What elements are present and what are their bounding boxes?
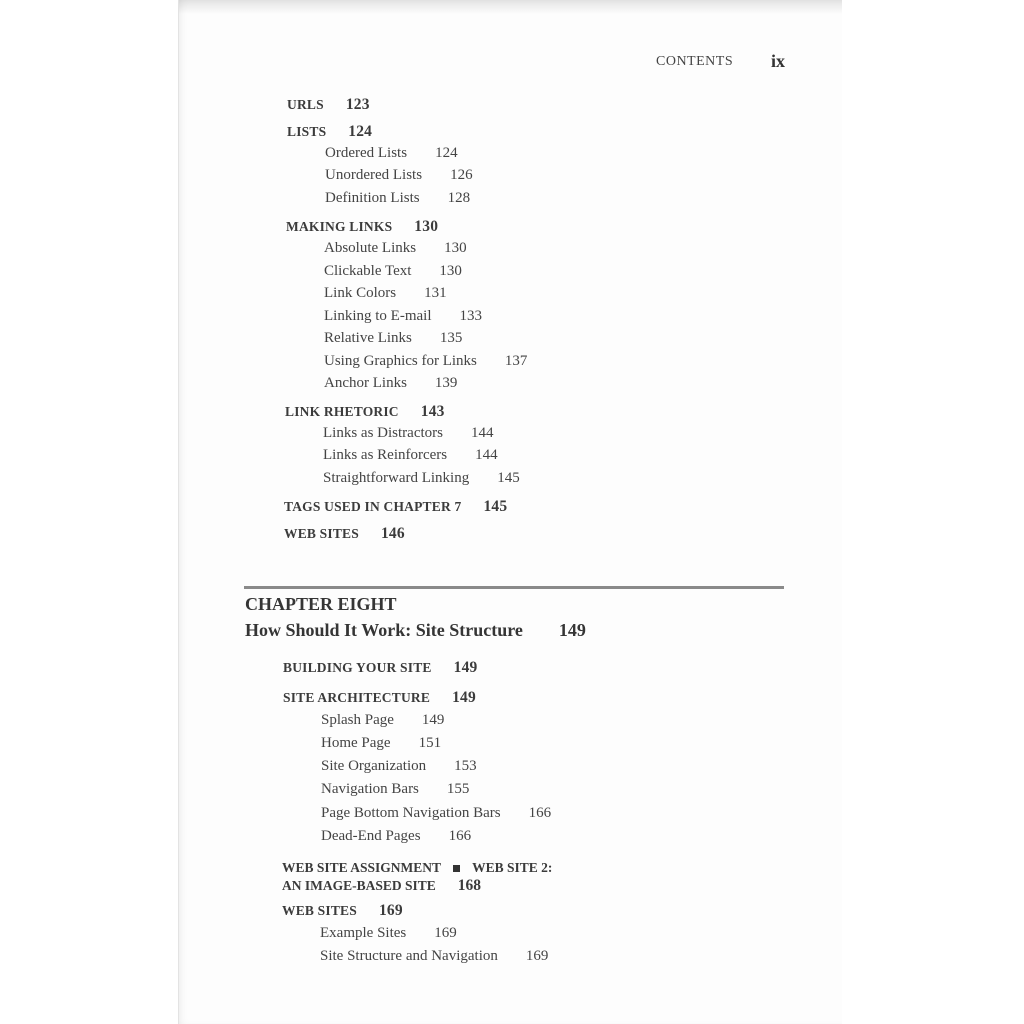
entry-title: Link Colors <box>324 285 397 301</box>
section-page: 130 <box>414 218 439 235</box>
entry-page: 155 <box>446 781 470 797</box>
toc-section <box>286 218 438 236</box>
entry-page: 144 <box>475 447 498 463</box>
entry-page: 149 <box>421 712 445 728</box>
toc-entry <box>324 308 482 325</box>
entry-title: Using Graphics for Links <box>324 353 477 369</box>
toc-section <box>284 498 507 516</box>
toc-entry <box>320 948 548 965</box>
entry-page: 151 <box>418 735 442 751</box>
toc-entry <box>321 712 444 729</box>
section-page: 123 <box>345 96 370 113</box>
entry-title: Relative Links <box>324 330 412 346</box>
toc-section <box>282 902 403 920</box>
entry-page: 133 <box>459 308 482 324</box>
assignment-title-cont: AN IMAGE-BASED SITE <box>282 878 436 893</box>
entry-title: Links as Distractors <box>323 425 443 441</box>
section-page: 143 <box>420 403 445 420</box>
toc-entry <box>323 447 498 464</box>
entry-title: Links as Reinforcers <box>323 447 448 463</box>
assignment-subtitle: WEB SITE 2: <box>472 860 553 875</box>
section-page: 145 <box>483 498 508 515</box>
entry-page: 126 <box>450 167 473 183</box>
entry-page: 139 <box>434 375 458 391</box>
section-page: 149 <box>452 689 476 706</box>
entry-title: Linking to E-mail <box>324 308 432 324</box>
section-title: MAKING LINKS <box>286 219 393 234</box>
entry-title: Unordered Lists <box>325 167 423 183</box>
section-page: 149 <box>453 659 478 676</box>
assignment-section <box>282 859 552 895</box>
toc-entry <box>325 190 470 207</box>
entry-page: 128 <box>447 190 471 206</box>
entry-page: 137 <box>504 353 528 369</box>
toc-entry <box>325 145 458 162</box>
toc-entry <box>321 805 551 822</box>
section-title: WEB SITES <box>282 903 357 918</box>
entry-title: Site Structure and Navigation <box>320 948 498 964</box>
toc-entry <box>324 285 447 302</box>
entry-title: Navigation Bars <box>321 781 419 797</box>
entry-page: 130 <box>444 240 467 256</box>
entry-page: 169 <box>525 948 549 964</box>
chapter-page: 149 <box>558 620 586 640</box>
toc-section <box>285 403 445 421</box>
entry-page: 131 <box>424 285 447 301</box>
square-bullet-icon <box>453 865 460 872</box>
running-header-page-number: ix <box>771 51 786 71</box>
section-title: LINK RHETORIC <box>285 404 399 419</box>
toc-section <box>284 525 405 543</box>
toc-entry <box>324 240 467 257</box>
running-header-label: CONTENTS <box>656 54 734 69</box>
toc-entry <box>324 375 457 392</box>
toc-entry <box>323 425 493 442</box>
entry-title: Clickable Text <box>324 263 412 279</box>
entry-page: 130 <box>439 263 462 279</box>
chapter-title <box>245 620 586 641</box>
entry-title: Absolute Links <box>324 240 417 256</box>
entry-page: 144 <box>470 425 494 441</box>
section-title: URLS <box>287 97 324 112</box>
entry-page: 166 <box>448 828 472 844</box>
chapter-divider-rule <box>244 586 784 589</box>
chapter-number: CHAPTER EIGHT <box>245 594 397 614</box>
entry-title: Example Sites <box>320 925 407 941</box>
entry-page: 124 <box>435 145 458 161</box>
entry-page: 135 <box>439 330 463 346</box>
section-page: 169 <box>378 902 403 919</box>
assignment-page: 168 <box>457 877 482 894</box>
entry-title: Definition Lists <box>325 190 420 206</box>
chapter-title-text: How Should It Work: Site Structure <box>245 620 523 640</box>
toc-section <box>287 96 370 114</box>
section-title: SITE ARCHITECTURE <box>283 690 431 705</box>
entry-title: Page Bottom Navigation Bars <box>321 805 501 821</box>
assignment-title: WEB SITE ASSIGNMENT <box>282 860 442 875</box>
entry-page: 145 <box>497 470 520 486</box>
section-title: WEB SITES <box>284 526 359 541</box>
entry-title: Home Page <box>321 735 391 751</box>
toc-entry <box>324 330 462 347</box>
toc-section <box>287 123 372 141</box>
entry-title: Site Organization <box>321 758 427 774</box>
page-left-edge <box>178 0 179 1024</box>
toc-entry <box>321 828 471 845</box>
toc-section <box>283 689 476 707</box>
toc-entry <box>323 470 520 487</box>
toc-entry <box>324 353 527 370</box>
entry-title: Anchor Links <box>324 375 407 391</box>
section-page: 146 <box>380 525 405 542</box>
entry-title: Dead-End Pages <box>321 828 421 844</box>
entry-page: 166 <box>528 805 552 821</box>
toc-entry <box>324 263 462 280</box>
entry-title: Splash Page <box>321 712 394 728</box>
section-page: 124 <box>348 123 373 140</box>
toc-entry <box>320 925 457 942</box>
entry-page: 169 <box>434 925 457 941</box>
section-title: LISTS <box>287 124 327 139</box>
page-top-shadow <box>178 0 842 14</box>
entry-page: 153 <box>454 758 477 774</box>
section-title: BUILDING YOUR SITE <box>283 660 432 675</box>
toc-entry <box>325 167 473 184</box>
toc-entry <box>321 781 469 798</box>
toc-section <box>283 659 478 677</box>
toc-entry <box>321 758 477 775</box>
section-title: TAGS USED IN CHAPTER 7 <box>284 499 462 514</box>
entry-title: Ordered Lists <box>325 145 408 161</box>
toc-entry <box>321 735 441 752</box>
entry-title: Straightforward Linking <box>323 470 470 486</box>
